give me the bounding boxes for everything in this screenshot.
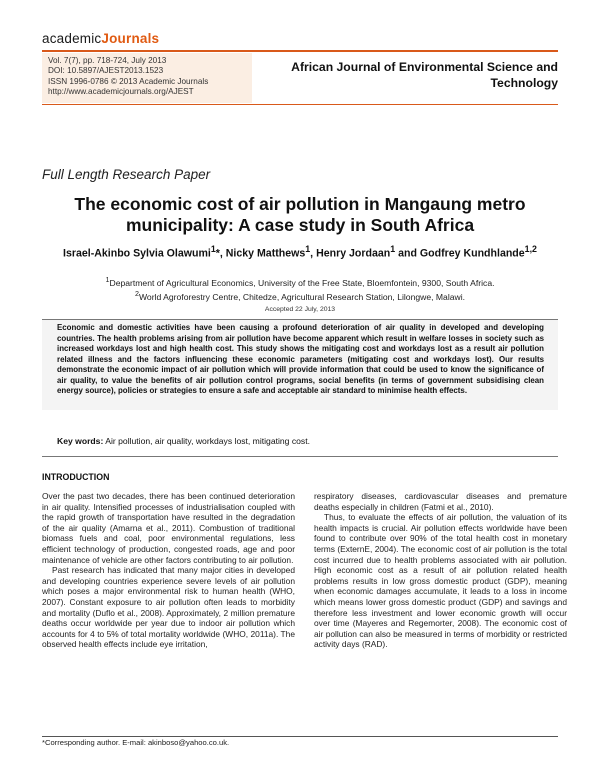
- footnote-divider: [42, 736, 558, 737]
- affiliation-text: Department of Agricultural Economics, University of the Free State, Bloemfontein, 9300, South Africa.: [109, 277, 495, 288]
- logo-accent-text: Journals: [101, 31, 160, 46]
- logo-main-text: academic: [42, 31, 102, 46]
- author-sep: and: [395, 247, 420, 260]
- body-column-left: [42, 491, 295, 650]
- affiliations: [42, 275, 558, 303]
- author-name: Nicky Matthews: [225, 247, 306, 260]
- affiliation-line: [42, 289, 558, 303]
- body-column-right: [314, 491, 567, 650]
- meta-url[interactable]: http://www.academicjournals.org/AJEST: [48, 86, 194, 96]
- paragraph: Thus, to evaluate the effects of air pollution, the valuation of its health impacts is crucial. Air pollution effects worldwide have been found to contribute over 90% of the total health cost in monetary terms (ExternE, 2004). The economic cost of air pollution is the total cost incurred due to health problems associated with air pollution. High economic cost as a result of air pollution related health problems results in low gross domestic product (GDP), meaning when economic damages accumulate, it leads to a loss in income which means lower gross domestic product (GDP) and savings and therefore less investment and lower economic growth will occur over time (Mayeres and Regemorter, 2008). The economic cost of air pollution can also be measured in terms of morbidity or restricted activity days (RAD).: [314, 512, 567, 650]
- author-list: [42, 244, 558, 260]
- paper-title: The economic cost of air pollution in Mangaung metro municipality: A case study in South Africa: [74, 194, 526, 235]
- journal-logo: [42, 31, 159, 46]
- paper-type: Full Length Research Paper: [42, 167, 211, 182]
- author-affil-sup: 1,2: [524, 244, 537, 254]
- author-name: Israel-Akinbo Sylvia Olawumi: [63, 247, 211, 260]
- abstract-text: Economic and domestic activities have been causing a profound deterioration of air quality in developed and developing countries. The health problems arising from air pollution have become apparent which result in welfare losses in society such as increased workdays lost and high health cost. This study shows the mitigating cost and workdays lost as a result air pollution related illness and the factors influencing these economic parameters (mitigating cost and workdays lost). Our results demonstrate the economic impact of air pollution which will provide information that could be used to know the significance of air quality, to value the benefits of air pollution control programs, social benefits (in terms of government subsidising clean energy source), policies or strategies to ensure a safe and acceptable air standard to minimise health effects.: [57, 323, 544, 395]
- section-divider: [42, 456, 558, 457]
- accepted-date: Accepted 22 July, 2013: [264, 306, 336, 313]
- affiliation-sup: 1: [105, 276, 110, 284]
- author-affil-sup: 1: [210, 244, 216, 254]
- header-bottom-rule: [42, 104, 558, 105]
- author-affil-sup: 1: [305, 244, 311, 254]
- paragraph: Over the past two decades, there has been continued deterioration in air quality. Intensified processes of industrialisation coupled with the rapid growth of transportation have resulted in the degradation of the air quality (Amarna et al., 2011). Combustion of traditional biomass fuels and coal, poor environmental regulations, less efficient technology of production, congested roads, age and poor maintenance of vehicle are other factors contributing to air pollution.: [42, 491, 295, 565]
- corresponding-author-footnote: *Corresponding author. E-mail: akinboso@yahoo.co.uk.: [42, 738, 230, 747]
- meta-issn: ISSN 1996-0786 © 2013 Academic Journals: [48, 76, 209, 86]
- author-affil-sup: 1: [390, 244, 396, 254]
- journal-name: African Journal of Environmental Science and Technology: [291, 60, 558, 90]
- keywords-label: Key words:: [57, 436, 104, 446]
- paragraph: Past research has indicated that many major cities in developed and developing countries experience severe levels of air pollution which poses a major environmental risk to human health (WHO, 2007). Constant exposure to air pollution often leads to morbidity and mortality (Duflo et al., 2008). Approximately, 2 million premature deaths occur worldwide per year due to indoor air pollution which accounts for 4 to 5% of total mortality worldwide (WHO, 2011a). The observed health effects include eye irritation,: [42, 565, 295, 650]
- affiliation-text: World Agroforestry Centre, Chitedze, Agricultural Research Station, Lilongwe, Malawi.: [138, 291, 466, 302]
- author-name: Godfrey Kundhlande: [419, 247, 525, 260]
- meta-doi: DOI: 10.5897/AJEST2013.1523: [48, 66, 164, 76]
- header-divider: [42, 50, 558, 52]
- affiliation-sup: 2: [134, 289, 139, 298]
- author-name: Henry Jordaan: [316, 247, 391, 260]
- publication-meta: [48, 56, 208, 97]
- keywords-text: Air pollution, air quality, workdays lost, mitigating cost.: [105, 436, 310, 446]
- meta-volume: Vol. 7(7), pp. 718-724, July 2013: [48, 56, 167, 65]
- affiliation-line: [42, 275, 558, 289]
- author-sep: *,: [215, 247, 226, 260]
- paragraph: respiratory diseases, cardiovascular diseases and premature deaths especially in children (Fatmi et al., 2010).: [314, 491, 567, 512]
- section-heading: INTRODUCTION: [42, 472, 110, 482]
- author-sep: ,: [310, 247, 317, 260]
- keywords: [57, 436, 544, 446]
